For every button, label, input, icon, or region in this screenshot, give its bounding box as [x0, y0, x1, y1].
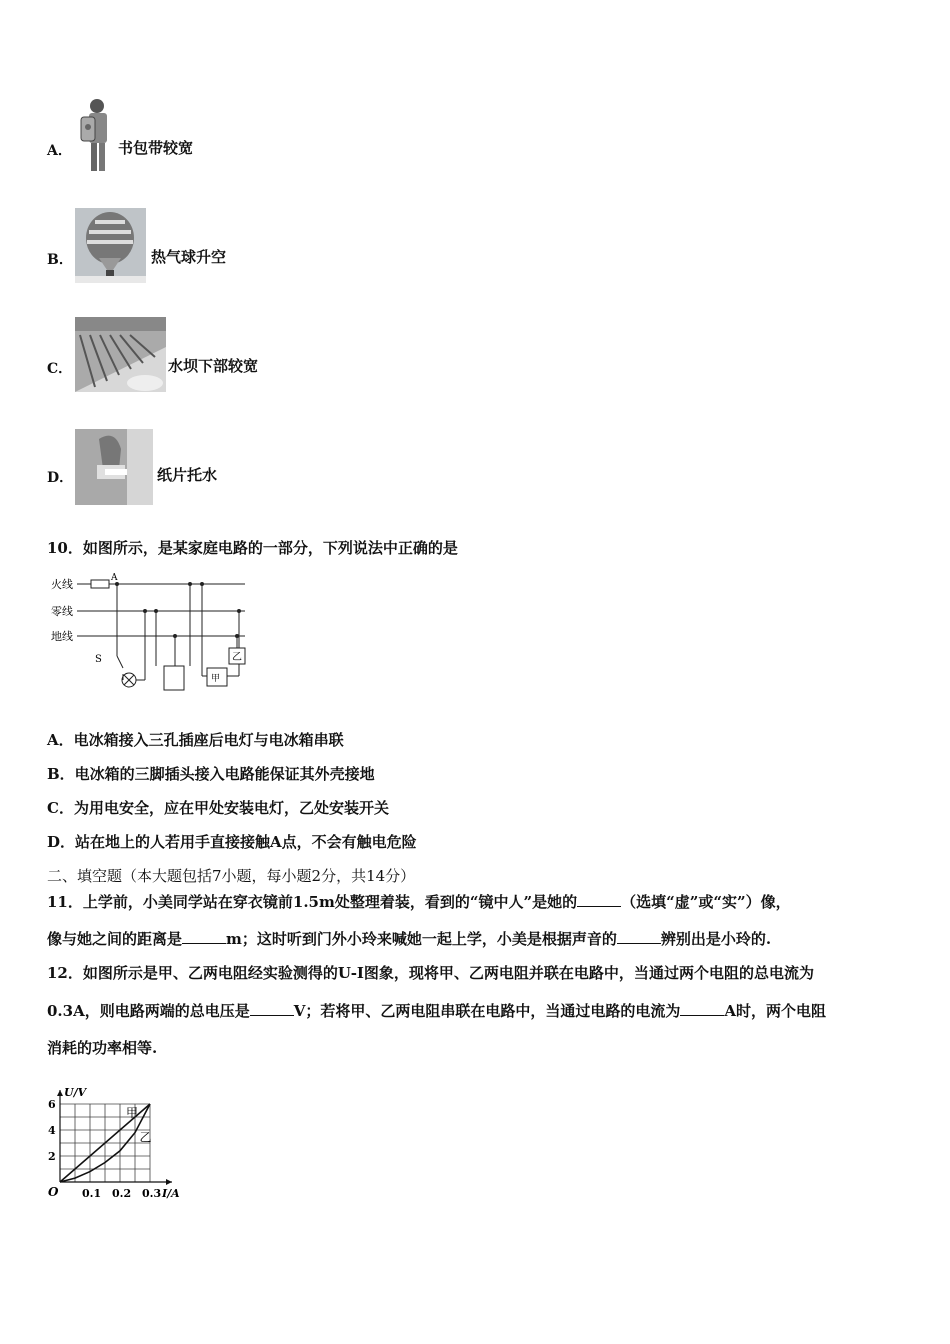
- q12-text-2b: V；若将甲、乙两电阻串联在电路中，当通过电路的电流为: [293, 1002, 681, 1020]
- q11-text-1a: 11．上学前，小美同学站在穿衣镜前1.5m处整理着装，看到的“镜中人”是她的: [47, 893, 578, 911]
- option-d-letter: D．: [47, 470, 74, 486]
- option-c-letter: C．: [47, 361, 73, 377]
- q11-blank-1[interactable]: [577, 892, 621, 907]
- q12-text-3: 消耗的功率相等.: [47, 1039, 158, 1057]
- option-a-letter: A．: [47, 143, 72, 159]
- q10-option-c: C．为用电安全，应在甲处安装电灯，乙处安装开关: [47, 799, 389, 817]
- label-yi: 乙: [232, 652, 242, 663]
- option-b-text: 热气球升空: [151, 248, 227, 266]
- q12-line-1: [47, 962, 814, 984]
- hot-air-balloon-image: [75, 208, 146, 283]
- q10-option-b: B．电冰箱的三脚插头接入电路能保证其外壳接地: [47, 765, 375, 783]
- q11-text-2c: 辨别出是小玲的.: [660, 930, 772, 948]
- q12-line-3: [47, 1037, 157, 1059]
- q11-text-2a: 像与她之间的距离是: [47, 930, 183, 948]
- origin-label: O: [48, 1185, 59, 1199]
- label-point-a: A: [111, 573, 118, 583]
- option-c-text: 水坝下部较宽: [168, 357, 259, 375]
- x-tick-label: 0.2: [112, 1187, 132, 1200]
- q12-text-1: 12．如图所示是甲、乙两电阻经实验测得的U-I图象，现将甲、乙两电阻并联在电路中，当通过两个电阻的总电流为: [47, 964, 814, 982]
- x-tick-label: 0.3: [142, 1187, 162, 1200]
- q12-blank-2[interactable]: [680, 1001, 724, 1016]
- option-d-text: 纸片托水: [157, 466, 218, 484]
- y-tick-label: 2: [48, 1150, 56, 1163]
- label-switch: S: [95, 654, 102, 665]
- q12-text-2c: A时，两个电阻: [724, 1002, 827, 1020]
- q11-blank-3[interactable]: [617, 929, 661, 944]
- option-b-letter: B．: [47, 252, 73, 268]
- section-2-title: 二、填空题（本大题包括7小题，每小题2分，共14分）: [47, 867, 416, 885]
- q12-blank-1[interactable]: [250, 1001, 294, 1016]
- label-neutral: 零线: [51, 605, 73, 618]
- y-tick-label: 6: [48, 1098, 56, 1111]
- q10-option-d: D．站在地上的人若用手直接接触A点，不会有触电危险: [47, 833, 417, 851]
- y-tick-label: 4: [48, 1124, 56, 1137]
- y-axis-arrow: [57, 1090, 63, 1096]
- q11-blank-2[interactable]: [182, 929, 226, 944]
- series-label-jia: 甲: [126, 1106, 139, 1120]
- option-a-text: 书包带较宽: [118, 139, 194, 157]
- series-label-yi: 乙: [139, 1130, 152, 1145]
- x-tick-label: 0.1: [82, 1187, 102, 1200]
- label-live: 火线: [51, 578, 73, 591]
- paper-holding-water-image: [75, 429, 153, 505]
- ui-chart-svg: [40, 1064, 200, 1204]
- q11-text-1b: （选填“虚”或“实”）像，: [621, 893, 791, 911]
- household-circuit-diagram: [47, 570, 247, 692]
- label-jia: 甲: [211, 674, 221, 684]
- x-axis-arrow: [166, 1179, 172, 1185]
- ui-chart: [40, 1064, 200, 1204]
- x-axis-label: I/A: [162, 1187, 180, 1200]
- q10-stem: 10．如图所示，是某家庭电路的一部分，下列说法中正确的是: [47, 539, 458, 557]
- q11-text-2b: m；这时听到门外小玲来喊她一起上学，小美是根据声音的: [226, 930, 617, 948]
- dam-image: [75, 317, 166, 392]
- q10-option-a: A．电冰箱接入三孔插座后电灯与电冰箱串联: [47, 731, 344, 749]
- y-axis-label: U/V: [64, 1086, 87, 1099]
- q11-line-1: [47, 891, 791, 913]
- q12-line-2: [47, 1000, 826, 1022]
- label-ground: 地线: [51, 630, 73, 643]
- q12-text-2a: 0.3A，则电路两端的总电压是: [47, 1002, 250, 1020]
- backpack-person-image: [75, 97, 113, 173]
- q11-line-2: [47, 928, 771, 950]
